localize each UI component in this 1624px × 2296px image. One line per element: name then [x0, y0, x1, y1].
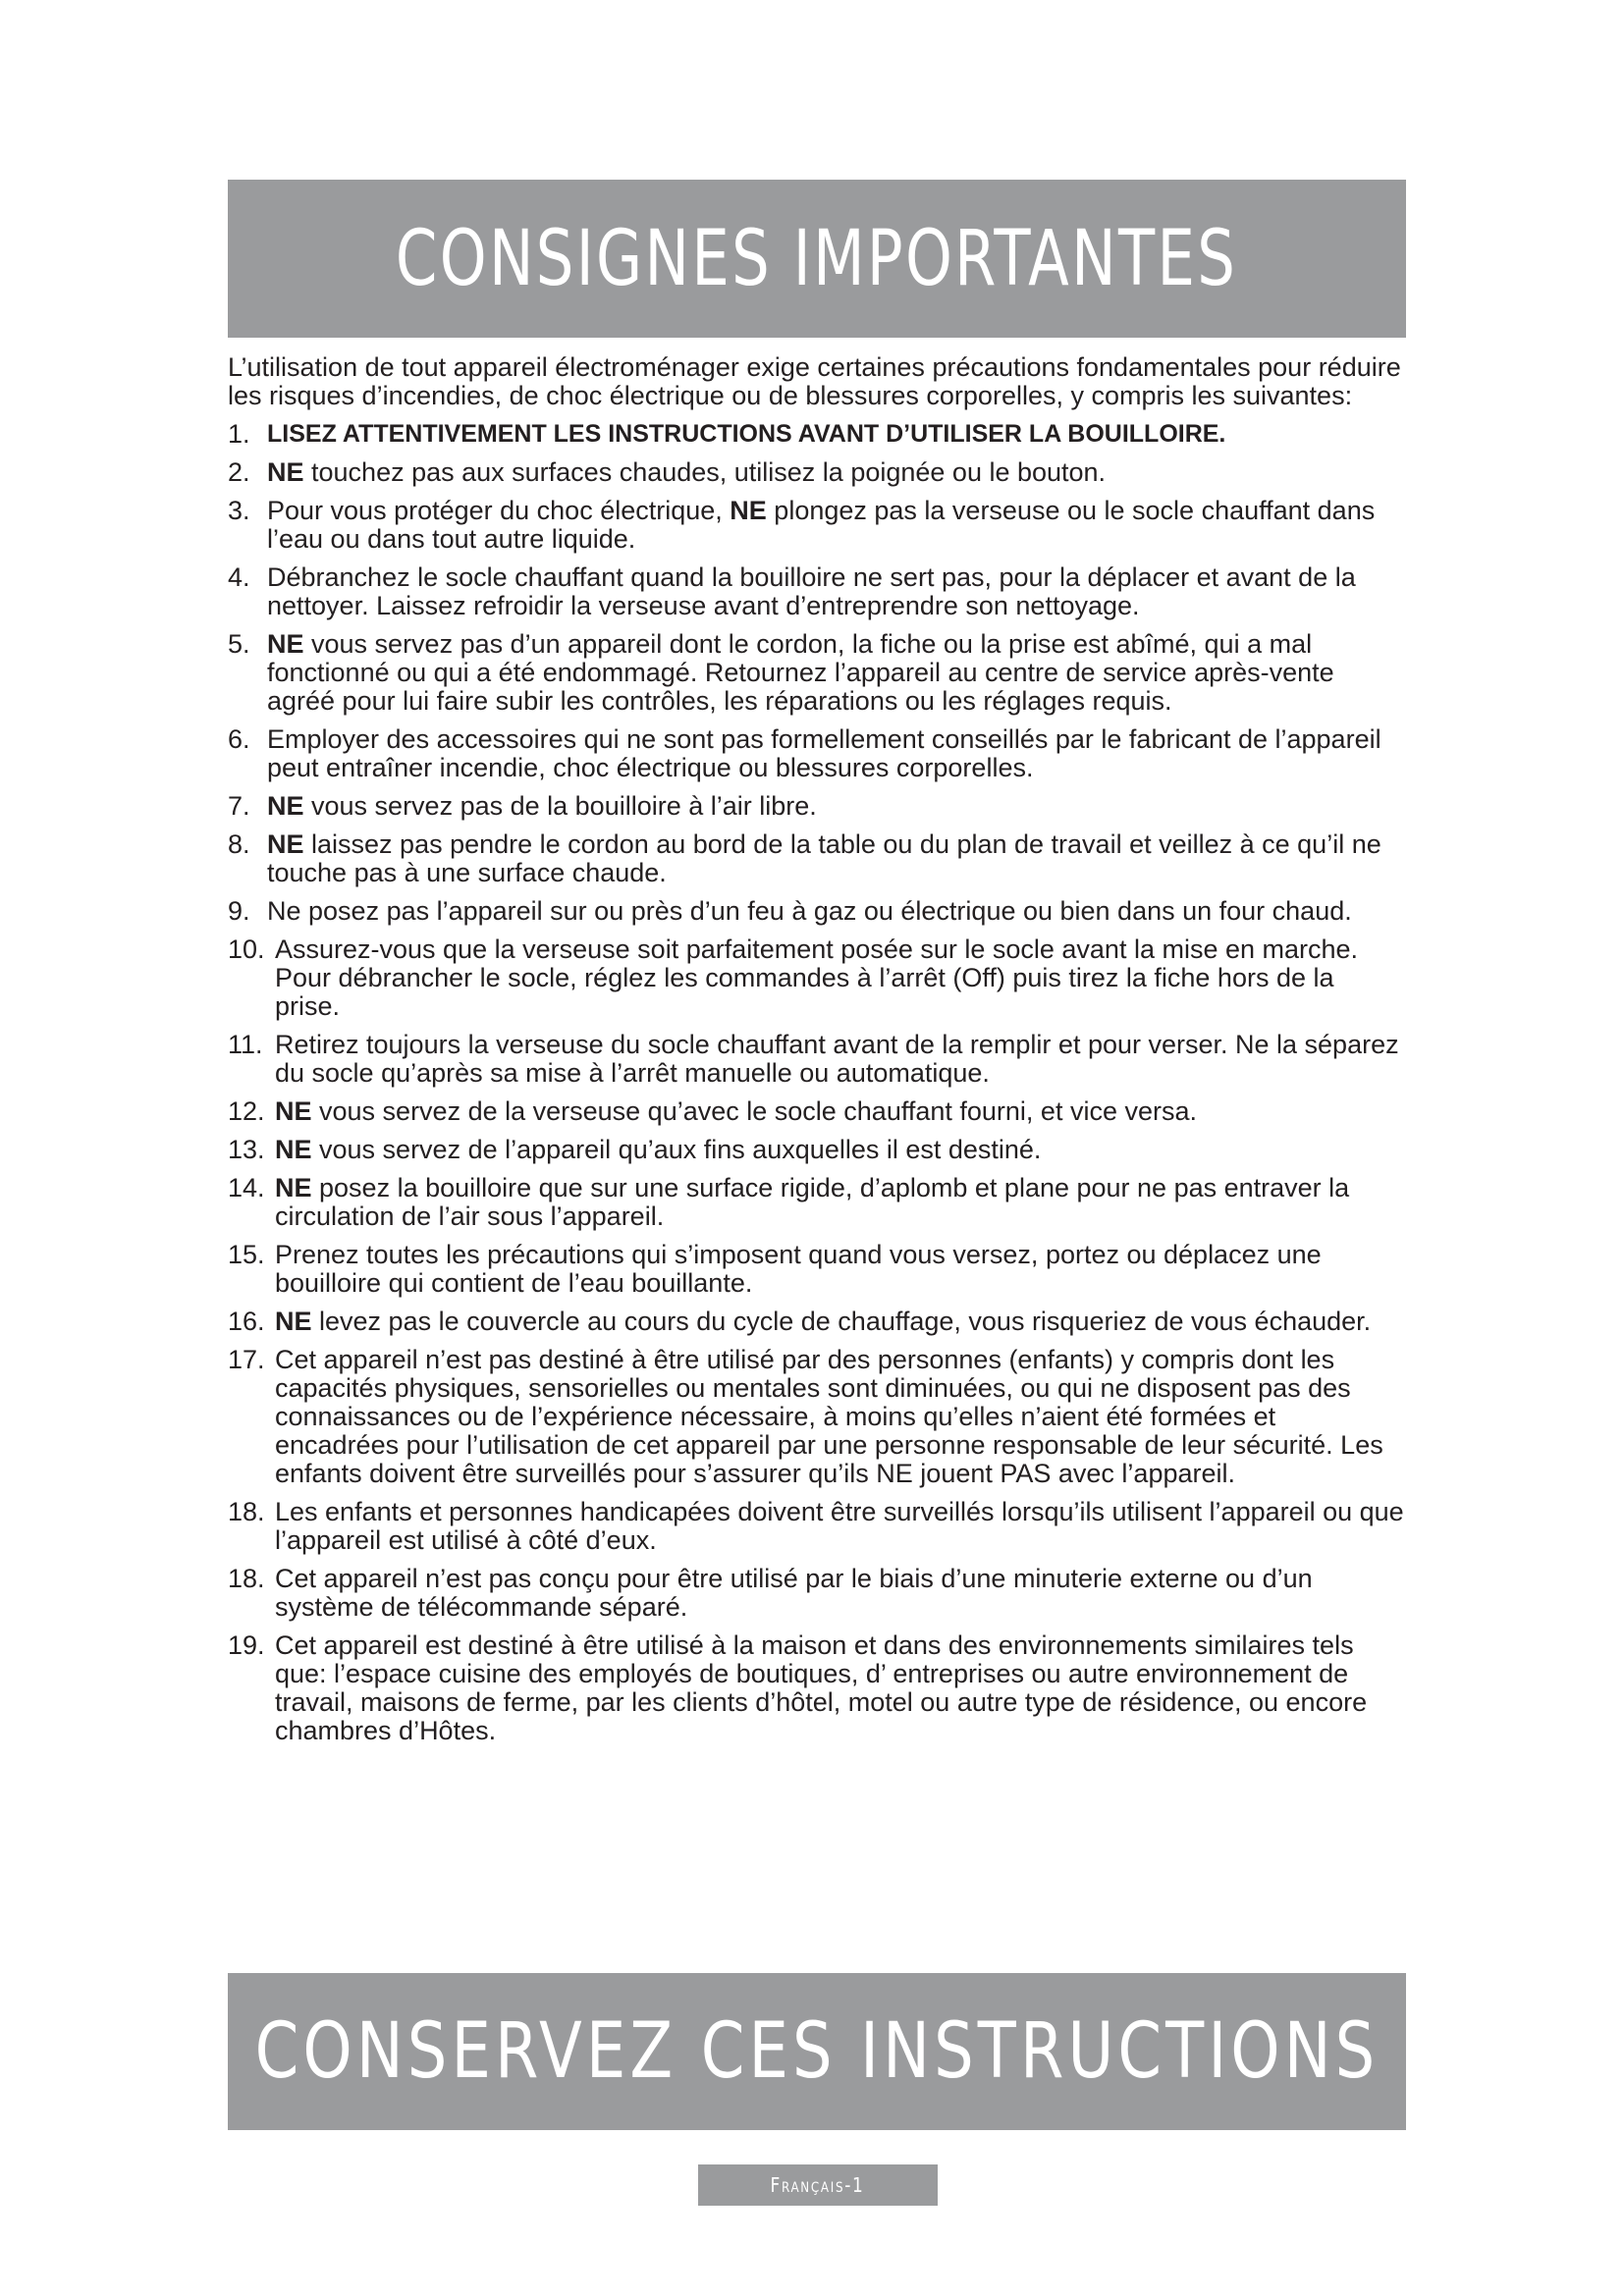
item-text-content: vous servez pas d’un appareil dont le cordon, la fiche ou la prise est abîmé, qui a mal fonctionné ou qui a été endommagé. Retournez l’appareil au centre de service après-vente agréé pour lui faire subir les contrôles, les réparations ou les réglages requis.	[267, 629, 1334, 716]
item-text-content: Assurez-vous que la verseuse soit parfaitement posée sur le socle avant la mise en marche. Pour débrancher le socle, réglez les commandes à l’arrêt (Off) puis tirez la fiche hors de la prise.	[275, 934, 1359, 1021]
item-text-content: vous servez pas de la bouilloire à l’air libre.	[303, 791, 817, 821]
list-item	[228, 1346, 1406, 1488]
item-text	[244, 935, 1406, 1021]
item-number: 2.	[228, 457, 250, 487]
list-item	[228, 1174, 1406, 1231]
item-text-content: plongez pas la verseuse ou le socle chauffant dans l’eau ou dans tout autre liquide.	[267, 496, 1376, 554]
list-item	[228, 497, 1406, 554]
save-instructions-title: CONSERVEZ CES INSTRUCTIONS	[254, 2007, 1380, 2096]
item-number: 3.	[228, 496, 250, 525]
item-text	[244, 1097, 1406, 1126]
item-text-content: levez pas le couvercle au cours du cycle de chauffage, vous risqueriez de vous échauder.	[311, 1307, 1372, 1336]
item-number: 9.	[228, 896, 250, 926]
item-text	[244, 497, 1406, 554]
item-number: 18.	[228, 1497, 265, 1526]
ne-emphasis: NE	[267, 791, 304, 821]
item-number: 14.	[228, 1173, 265, 1202]
item-number: 8.	[228, 829, 250, 859]
item-number: 13.	[228, 1135, 265, 1164]
item-text	[244, 1346, 1406, 1488]
item-text-content: laissez pas pendre le cordon au bord de la table ou du plan de travail et veillez à ce qu’il ne touche pas à une surface chaude.	[267, 829, 1381, 887]
item-text	[244, 1498, 1406, 1555]
list-item	[228, 830, 1406, 887]
list-item	[228, 792, 1406, 821]
page-title: CONSIGNES IMPORTANTES	[396, 214, 1238, 303]
item-text-content: vous servez de l’appareil qu’aux fins auxquelles il est destiné.	[311, 1135, 1042, 1164]
page-number-label: Français-1	[770, 2173, 866, 2197]
item-text	[244, 792, 1406, 821]
item-text	[244, 420, 1406, 449]
item-text-content: Cet appareil n’est pas destiné à être utilisé par des personnes (enfants) y compris dont les capacités physiques, sensorielles ou mentales sont diminuées, ou qui ne disposent pas des connaissances ou de l’expérience nécessaire, à moins qu’elles n’aient été formées et encadrées pour l’utilisation de cet appareil par une personne responsable de leur sécurité. Les enfants doivent être surveillés pour s’assurer qu’ils NE jouent PAS avec l’appareil.	[275, 1345, 1383, 1488]
list-item	[228, 1241, 1406, 1298]
list-item	[228, 563, 1406, 620]
item-text	[244, 1031, 1406, 1088]
ne-emphasis: NE	[730, 496, 767, 525]
item-number: 1.	[228, 419, 250, 449]
item-text	[244, 725, 1406, 782]
instruction-list	[228, 420, 1406, 1745]
item-text-content: Débranchez le socle chauffant quand la bouilloire ne sert pas, pour la déplacer et avant de la nettoyer. Laissez refroidir la verseuse avant d’entreprendre son nettoyage.	[267, 562, 1356, 620]
item-number: 17.	[228, 1345, 265, 1374]
ne-emphasis: NE	[275, 1135, 312, 1164]
item-text-content: Les enfants et personnes handicapées doivent être surveillés lorsqu’ils utilisent l’appareil ou que l’appareil est utilisé à côté d’eux.	[275, 1497, 1404, 1555]
list-item	[228, 1136, 1406, 1164]
item-text	[244, 563, 1406, 620]
item-number: 10.	[228, 934, 265, 964]
item-number: 12.	[228, 1096, 265, 1126]
item-text	[244, 1565, 1406, 1622]
list-item	[228, 1308, 1406, 1336]
item-text-content: Pour vous protéger du choc électrique,	[267, 496, 731, 525]
item-number: 18.	[228, 1564, 265, 1593]
list-item	[228, 1031, 1406, 1088]
list-item	[228, 935, 1406, 1021]
list-item	[228, 1565, 1406, 1622]
ne-emphasis: NE	[267, 457, 304, 487]
item-text-content: vous servez de la verseuse qu’avec le socle chauffant fourni, et vice versa.	[311, 1096, 1197, 1126]
item-text-content: Cet appareil est destiné à être utilisé à la maison et dans des environnements similaires tels que: l’espace cuisine des employés de boutiques, d’ entreprises ou autre environnement de travail, maisons de ferme, par les clients d’hôtel, motel ou autre type de résidence, ou encore chambres d’Hôtes.	[275, 1630, 1368, 1745]
item-text-content: posez la bouilloire que sur une surface rigide, d’aplomb et plane pour ne pas entraver la circulation de l’air sous l’appareil.	[275, 1173, 1350, 1231]
ne-emphasis: NE	[267, 629, 304, 659]
item-number: 19.	[228, 1630, 265, 1660]
item-number: 7.	[228, 791, 250, 821]
item-number: 6.	[228, 724, 250, 754]
item-text-content: LISEZ ATTENTIVEMENT LES INSTRUCTIONS AVANT D’UTILISER LA BOUILLOIRE.	[267, 420, 1226, 448]
ne-emphasis: NE	[267, 829, 304, 859]
list-item	[228, 420, 1406, 449]
item-text-content: Retirez toujours la verseuse du socle chauffant avant de la remplir et pour verser. Ne la séparez du socle qu’après sa mise à l’arrêt manuelle ou automatique.	[275, 1030, 1399, 1088]
item-text	[244, 458, 1406, 487]
list-item	[228, 1097, 1406, 1126]
instructions-body	[228, 353, 1406, 1755]
list-item	[228, 1631, 1406, 1745]
item-number: 4.	[228, 562, 250, 592]
item-text	[244, 897, 1406, 926]
list-item	[228, 458, 1406, 487]
item-number: 11.	[228, 1030, 263, 1059]
title-banner	[228, 180, 1406, 338]
item-text	[244, 630, 1406, 716]
item-text-content: Cet appareil n’est pas conçu pour être utilisé par le biais d’une minuterie externe ou d’un système de télécommande séparé.	[275, 1564, 1313, 1622]
ne-emphasis: NE	[275, 1173, 312, 1202]
list-item	[228, 1498, 1406, 1555]
ne-emphasis: NE	[275, 1096, 312, 1126]
item-number: 16.	[228, 1307, 265, 1336]
item-text-content: Ne posez pas l’appareil sur ou près d’un feu à gaz ou électrique ou bien dans un four chaud.	[267, 896, 1352, 926]
item-text	[244, 1174, 1406, 1231]
list-item	[228, 630, 1406, 716]
item-number: 5.	[228, 629, 250, 659]
item-text	[244, 830, 1406, 887]
ne-emphasis: NE	[275, 1307, 312, 1336]
item-text-content: Prenez toutes les précautions qui s’imposent quand vous versez, portez ou déplacez une bouilloire qui contient de l’eau bouillante.	[275, 1240, 1322, 1298]
item-text-content: touchez pas aux surfaces chaudes, utilisez la poignée ou le bouton.	[303, 457, 1107, 487]
save-instructions-banner	[228, 1973, 1406, 2130]
item-number: 15.	[228, 1240, 265, 1269]
list-item	[228, 725, 1406, 782]
list-item	[228, 897, 1406, 926]
item-text	[244, 1136, 1406, 1164]
page-number-tab	[698, 2164, 938, 2206]
item-text	[244, 1631, 1406, 1745]
item-text	[244, 1308, 1406, 1336]
item-text-content: Employer des accessoires qui ne sont pas formellement conseillés par le fabricant de l’appareil peut entraîner incendie, choc électrique ou blessures corporelles.	[267, 724, 1381, 782]
intro-paragraph: L’utilisation de tout appareil électroménager exige certaines précautions fondamentales pour réduire les risques d’incendies, de choc électrique ou de blessures corporelles, y compris les suivantes:	[228, 352, 1401, 410]
item-text	[244, 1241, 1406, 1298]
